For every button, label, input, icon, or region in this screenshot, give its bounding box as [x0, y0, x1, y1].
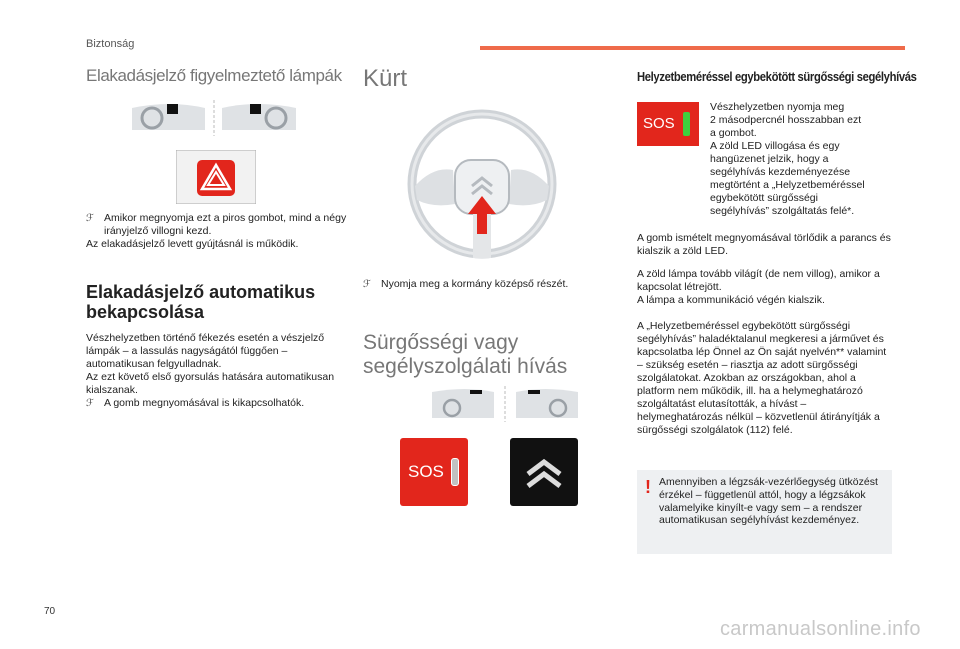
warning-icon: !: [645, 477, 651, 497]
cancel-text: A gomb ismételt megnyomásával törlődik a parancs és kialszik a zöld LED.: [637, 232, 891, 257]
watermark: carmanualsonline.info: [720, 618, 921, 640]
auto-hazard-text-2: Az ezt követő első gyorsulás hatására automatikusan kialszanak.: [86, 371, 335, 396]
auto-hazard-text: Vészhelyzetben történő fékezés esetén a vészjelző lámpák – a lassulás nagyságától függően – automatikusan felgyulladnak.: [86, 332, 325, 370]
bullet-icon: ℱ: [86, 398, 94, 409]
hazard-title: Elakadásjelző figyelmeztető lámpák: [86, 66, 342, 85]
green-lamp-text: A zöld lámpa tovább világít (de nem villog), amikor a kapcsolat létrejött.: [637, 268, 880, 293]
section-title: Biztonság: [86, 38, 135, 50]
hazard-bullet: ℱ Amikor megnyomja ezt a piros gombot, mind a négy irányjelző villogni kezd.: [86, 212, 347, 237]
sos-button-image: SOS: [400, 438, 468, 506]
hazard-button-image: [176, 150, 256, 204]
auto-hazard-bullet: ℱ A gomb megnyomásával is kikapcsolhatók.: [86, 397, 305, 409]
header-accent-bar: [480, 46, 905, 50]
dashboard-location-icon: [130, 96, 300, 138]
lamp-off-text: A lámpa a kommunikáció végén kialszik.: [637, 294, 825, 306]
green-led-icon: [683, 112, 690, 136]
airbag-notice-text: Amennyiben a légzsák-vezérlőegység ütközést érzékel – függetlenül attól, hogy a légzsákok valamelyike kinyílt-e vagy sem – a rendszer automatikusan segélyhívást kezdeményez.: [659, 476, 878, 527]
brand-assistance-button-image: [510, 438, 578, 506]
column-located-emergency-call: [637, 70, 917, 84]
sos-instructions: Vészhelyzetben nyomja meg 2 másodpercnél hosszabban ezt a gombot. A zöld LED villogása és egy hangüzenet jelzik, hogy a segélyhívás kezdeményezése megtörtént a „Helyzetbeméréssel egybekötött sürgősségi segélyhívás” szolgáltatás felé*.: [710, 101, 865, 217]
bullet-icon: ℱ: [363, 279, 371, 290]
page-number: 70: [44, 606, 56, 617]
hazard-text: Az elakadásjelző levett gyújtásnál is működik.: [86, 238, 299, 250]
located-call-title: Helyzetbeméréssel egybekötött sürgősségi segélyhívás: [637, 70, 917, 84]
emergency-call-title: Sürgősségi vagy segélyszolgálati hívás: [363, 331, 568, 378]
bullet-icon: ℱ: [86, 213, 94, 224]
steering-wheel-image: [393, 108, 571, 260]
horn-title: Kürt: [363, 65, 408, 92]
led-indicator-icon: [451, 458, 459, 486]
sos-button-small-image: SOS: [637, 102, 699, 146]
airbag-notice-box: [637, 470, 892, 554]
auto-hazard-title: Elakadásjelző automatikus bekapcsolása: [86, 282, 316, 322]
service-description-text: A „Helyzetbeméréssel egybekötött sürgősségi segélyhívás” haladéktalanul megkeresi a járművet és kapcsolatba lép Önnel az Ön saját nyelvén** valamint – szükség esetén – riasztja az adott sürgősségi szolgálatokat. Azokban az országokban, ahol a platform nem működik, ill. ha a helymeghatározó szolgáltatást elutasították, a hívást – helymeghatározás nélkül – közvetlenül átirányítják a sürgősségi szolgálatok (112) felé.: [637, 320, 887, 436]
horn-bullet: ℱ Nyomja meg a kormány középső részét.: [363, 278, 569, 290]
column-horn: [363, 66, 603, 92]
roof-console-location-icon: [430, 384, 580, 424]
column-hazard-lamps: [86, 66, 348, 86]
